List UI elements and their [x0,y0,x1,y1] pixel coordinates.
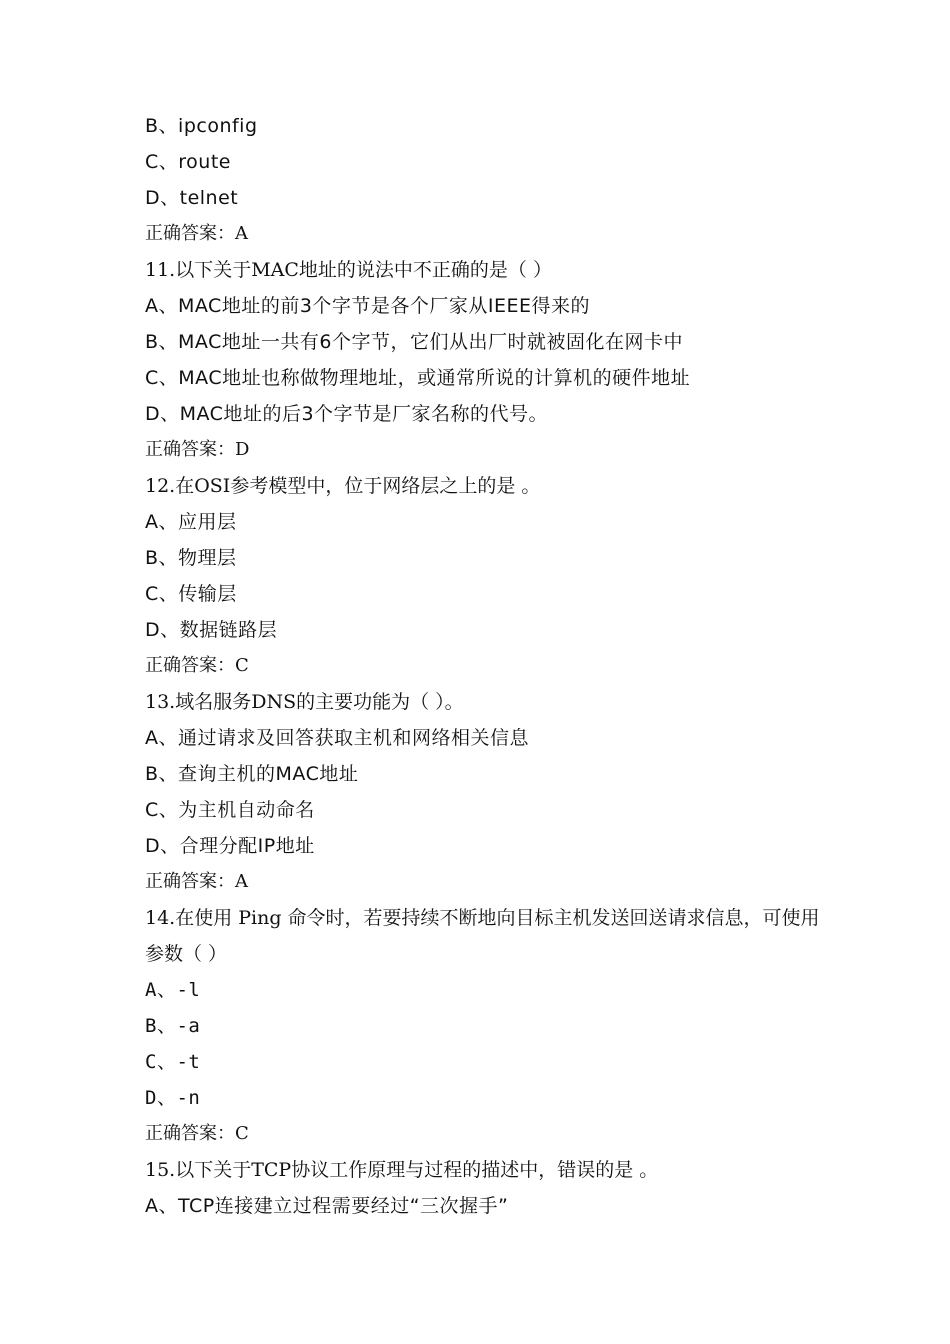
option-d: D、telnet [145,187,239,209]
option-b: B、-a [145,1015,201,1037]
option-b: B、ipconfig [145,115,258,137]
option-a: A、-l [145,979,201,1001]
option-a: A、应用层 [145,511,237,533]
option-d: D、-n [145,1087,201,1109]
question-list [145,108,825,1224]
answer-13: 正确答案：A [145,871,248,892]
option-c: C、-t [145,1051,201,1073]
option-c: C、MAC地址也称做物理地址，或通常所说的计算机的硬件地址 [145,367,691,389]
option-d: D、合理分配IP地址 [145,835,315,857]
question-15: 15.以下关于TCP协议工作原理与过程的描述中，错误的是 。 [145,1159,659,1181]
option-d: D、MAC地址的后3个字节是厂家名称的代号。 [145,403,549,425]
option-b: B、MAC地址一共有6个字节，它们从出厂时就被固化在网卡中 [145,331,683,353]
question-12: 12.在OSI参考模型中，位于网络层之上的是 。 [145,475,541,497]
question-14: 14.在使用 Ping 命令时，若要持续不断地向目标主机发送回送请求信息，可使用参数（ ） [145,907,820,965]
answer-11: 正确答案：D [145,439,250,460]
option-d: D、数据链路层 [145,619,278,641]
answer-12: 正确答案：C [145,655,249,676]
option-a: A、TCP连接建立过程需要经过“三次握手” [145,1195,509,1217]
answer-14: 正确答案：C [145,1123,249,1144]
option-c: C、传输层 [145,583,237,605]
question-11: 11.以下关于MAC地址的说法中不正确的是（ ） [145,259,552,281]
option-c: C、为主机自动命名 [145,799,315,821]
option-a: A、通过请求及回答获取主机和网络相关信息 [145,727,529,749]
question-13: 13.域名服务DNS的主要功能为（ ）。 [145,691,464,713]
option-b: B、物理层 [145,547,237,569]
answer-10: 正确答案：A [145,223,248,244]
option-a: A、MAC地址的前3个字节是各个厂家从IEEE得来的 [145,295,591,317]
option-c: C、route [145,151,231,173]
option-b: B、查询主机的MAC地址 [145,763,359,785]
